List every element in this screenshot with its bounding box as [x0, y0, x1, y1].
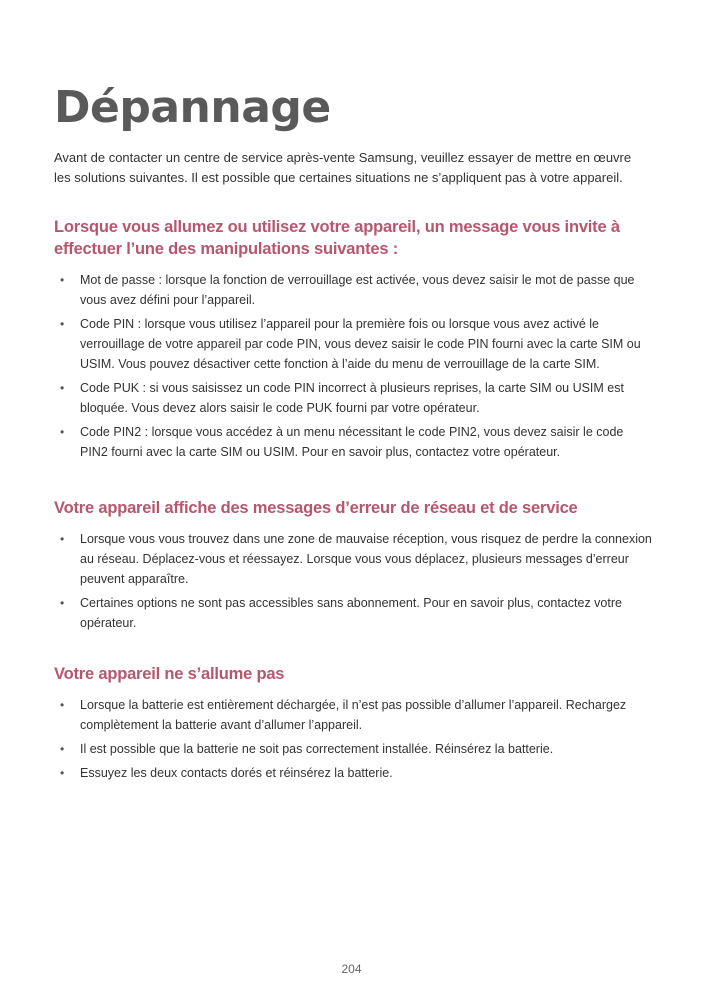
section-heading: Votre appareil ne s’allume pas: [54, 665, 285, 683]
list-item: [54, 314, 654, 374]
bullet-icon: •: [60, 317, 65, 331]
section-heading: Votre appareil affiche des messages d’erreur de réseau et de service: [54, 499, 578, 517]
list-item-text: Mot de passe : lorsque la fonction de verrouillage est activée, vous devez saisir le mot de passe que vous avez défini pour l’appareil.: [80, 273, 635, 307]
bullet-icon: •: [60, 698, 65, 712]
bullet-icon: •: [60, 381, 65, 395]
list-item-text: Code PUK : si vous saisissez un code PIN incorrect à plusieurs reprises, la carte SIM ou USIM est bloquée. Vous devez alors saisir le code PUK fourni par votre opérateur.: [80, 381, 624, 415]
bullet-icon: •: [60, 742, 65, 756]
list-item-text: Code PIN2 : lorsque vous accédez à un menu nécessitant le code PIN2, vous devez saisir le code PIN2 fourni avec la carte SIM ou USIM. Pour en savoir plus, contactez votre opérateur.: [80, 425, 624, 459]
bullet-list: [54, 695, 654, 783]
bullet-list: [54, 529, 654, 633]
page-title: Dépannage: [54, 82, 331, 133]
list-item: [54, 422, 654, 462]
section-network-errors: [54, 497, 654, 633]
list-item-text: Essuyez les deux contacts dorés et réinsérez la batterie.: [80, 766, 393, 780]
section-unlock-prompts: [54, 216, 654, 462]
list-item-text: Lorsque la batterie est entièrement déchargée, il n’est pas possible d’allumer l’appareil. Rechargez complètement la batterie avant d’allumer l’appareil.: [80, 698, 627, 732]
list-item-text: Lorsque vous vous trouvez dans une zone de mauvaise réception, vous risquez de perdre la connexion au réseau. Déplacez-vous et réessayez. Lorsque vous vous déplacez, plusieurs messages d’erreur peuvent apparaître.: [80, 532, 652, 586]
list-item-text: Code PIN : lorsque vous utilisez l’appareil pour la première fois ou lorsque vous avez activé le verrouillage de votre appareil par code PIN, vous devez saisir le code PIN fourni avec la carte SIM ou USIM. Vous pouvez désactiver cette fonction à l’aide du menu de verrouillage de la carte SIM.: [80, 317, 641, 371]
list-item: [54, 763, 654, 783]
list-item: [54, 593, 654, 633]
list-item-text: Certaines options ne sont pas accessibles sans abonnement. Pour en savoir plus, contactez votre opérateur.: [80, 596, 622, 630]
list-item-text: Il est possible que la batterie ne soit pas correctement installée. Réinsérez la batterie.: [80, 742, 554, 756]
bullet-icon: •: [60, 425, 65, 439]
bullet-icon: •: [60, 532, 65, 546]
page-number: 204: [341, 962, 362, 976]
bullet-icon: •: [60, 766, 65, 780]
bullet-icon: •: [60, 596, 65, 610]
section-no-power: [54, 663, 654, 783]
list-item: [54, 270, 654, 310]
section-heading: Lorsque vous allumez ou utilisez votre appareil, un message vous invite à effectuer l’une des manipulations suivantes :: [54, 218, 620, 258]
list-item: [54, 378, 654, 418]
bullet-list: [54, 270, 654, 462]
list-item: [54, 529, 654, 589]
bullet-icon: •: [60, 273, 65, 287]
list-item: [54, 695, 654, 735]
intro-paragraph: Avant de contacter un centre de service après-vente Samsung, veuillez essayer de mettre en œuvre les solutions suivantes. Il est possible que certaines situations ne s’appliquent pas à votre appareil.: [54, 150, 632, 185]
list-item: [54, 739, 654, 759]
